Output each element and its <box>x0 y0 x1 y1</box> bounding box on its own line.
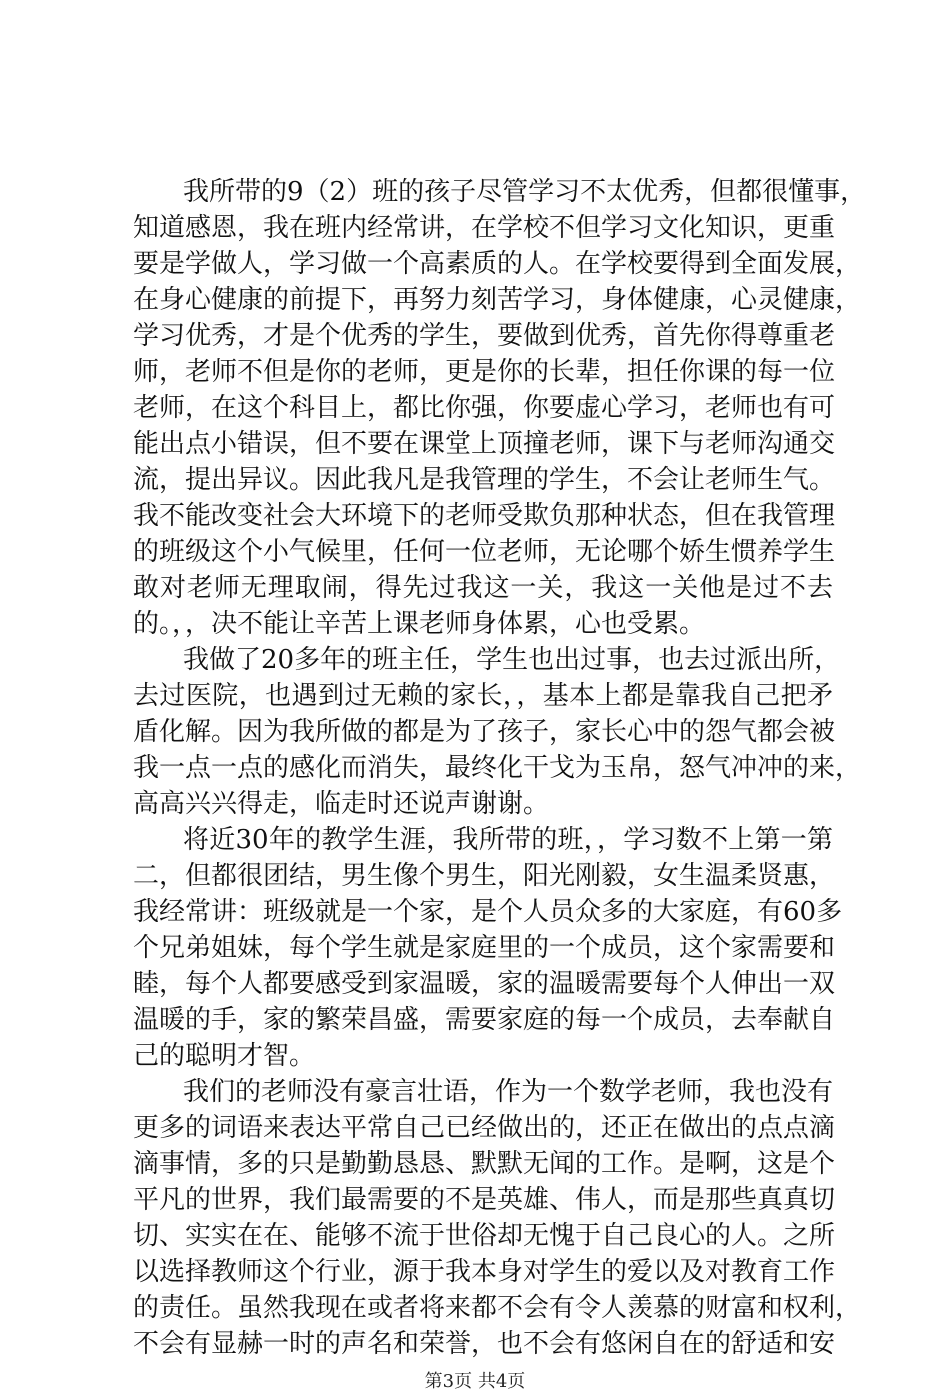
page-number-footer: 第3页 共4页 <box>424 1371 526 1392</box>
text-line: 平凡的世界，我们最需要的不是英雄、伟人，而是那些真真切 <box>133 1185 836 1215</box>
text-line: 我们的老师没有豪言壮语，作为一个数学老师，我也没有 <box>183 1077 834 1107</box>
text-line: 我一点一点的感化而消失，最终化干戈为玉帛，怒气冲冲的来， <box>133 753 862 783</box>
text-line: 高高兴兴得走，临走时还说声谢谢。 <box>133 789 550 819</box>
text-line: 我做了20多年的班主任，学生也出过事，也去过派出所， <box>183 645 841 675</box>
text-line: 盾化解。因为我所做的都是为了孩子，家长心中的怨气都会被 <box>133 717 836 747</box>
text-line: 去过医院，也遇到过无赖的家长，，基本上都是靠我自己把矛 <box>133 681 833 711</box>
text-line: 的班级这个小气候里，任何一位老师，无论哪个娇生惯养学生 <box>133 537 836 567</box>
text-line: 在身心健康的前提下，再努力刻苦学习，身体健康，心灵健康， <box>133 285 862 315</box>
text-line: 老师，在这个科目上，都比你强，你要虚心学习，老师也有可 <box>133 393 836 423</box>
text-line: 我不能改变社会大环境下的老师受欺负那种状态，但在我管理 <box>133 501 836 531</box>
text-line: 要是学做人，学习做一个高素质的人。在学校要得到全面发展， <box>133 249 862 279</box>
text-line: 睦，每个人都要感受到家温暖，家的温暖需要每个人伸出一双 <box>133 969 836 999</box>
text-line: 更多的词语来表达平常自己已经做出的，还正在做出的点点滴 <box>133 1113 836 1143</box>
text-line: 以选择教师这个行业，源于我本身对学生的爱以及对教育工作 <box>133 1257 836 1287</box>
text-line: 二，但都很团结，男生像个男生，阳光刚毅，女生温柔贤惠， <box>133 861 836 891</box>
text-line: 学习优秀，才是个优秀的学生，要做到优秀，首先你得尊重老 <box>133 321 836 351</box>
text-line: 知道感恩，我在班内经常讲，在学校不但学习文化知识，更重 <box>133 213 836 243</box>
text-line: 能出点小错误，但不要在课堂上顶撞老师，课下与老师沟通交 <box>133 429 836 459</box>
text-line: 敢对老师无理取闹，得先过我这一关，我这一关他是过不去 <box>133 573 833 603</box>
text-line: 个兄弟姐妹，每个学生就是家庭里的一个成员，这个家需要和 <box>133 933 836 963</box>
text-line: 己的聪明才智。 <box>133 1041 316 1071</box>
text-line: 我经常讲：班级就是一个家，是个人员众多的大家庭，有60多 <box>133 897 843 927</box>
text-line: 我所带的9（2）班的孩子尽管学习不太优秀，但都很懂事， <box>183 177 867 207</box>
text-line: 将近30年的教学生涯，我所带的班，，学习数不上第一第 <box>183 825 833 855</box>
text-line: 滴事情，多的只是勤勤恳恳、默默无闻的工作。是啊，这是个 <box>133 1149 836 1179</box>
text-line: 的责任。虽然我现在或者将来都不会有令人羡慕的财富和权利， <box>133 1293 862 1323</box>
text-line: 切、实实在在、能够不流于世俗却无愧于自己良心的人。之所 <box>133 1221 836 1251</box>
text-line: 流，提出异议。因此我凡是我管理的学生，不会让老师生气。 <box>133 465 836 495</box>
text-line: 师，老师不但是你的老师，更是你的长辈，担任你课的每一位 <box>133 357 836 387</box>
text-line: 温暖的手，家的繁荣昌盛，需要家庭的每一个成员，去奉献自 <box>133 1005 836 1035</box>
text-line: 的。，，决不能让辛苦上课老师身体累，心也受累。 <box>133 609 706 639</box>
text-line: 不会有显赫一时的声名和荣誉，也不会有悠闲自在的舒适和安 <box>133 1329 836 1359</box>
